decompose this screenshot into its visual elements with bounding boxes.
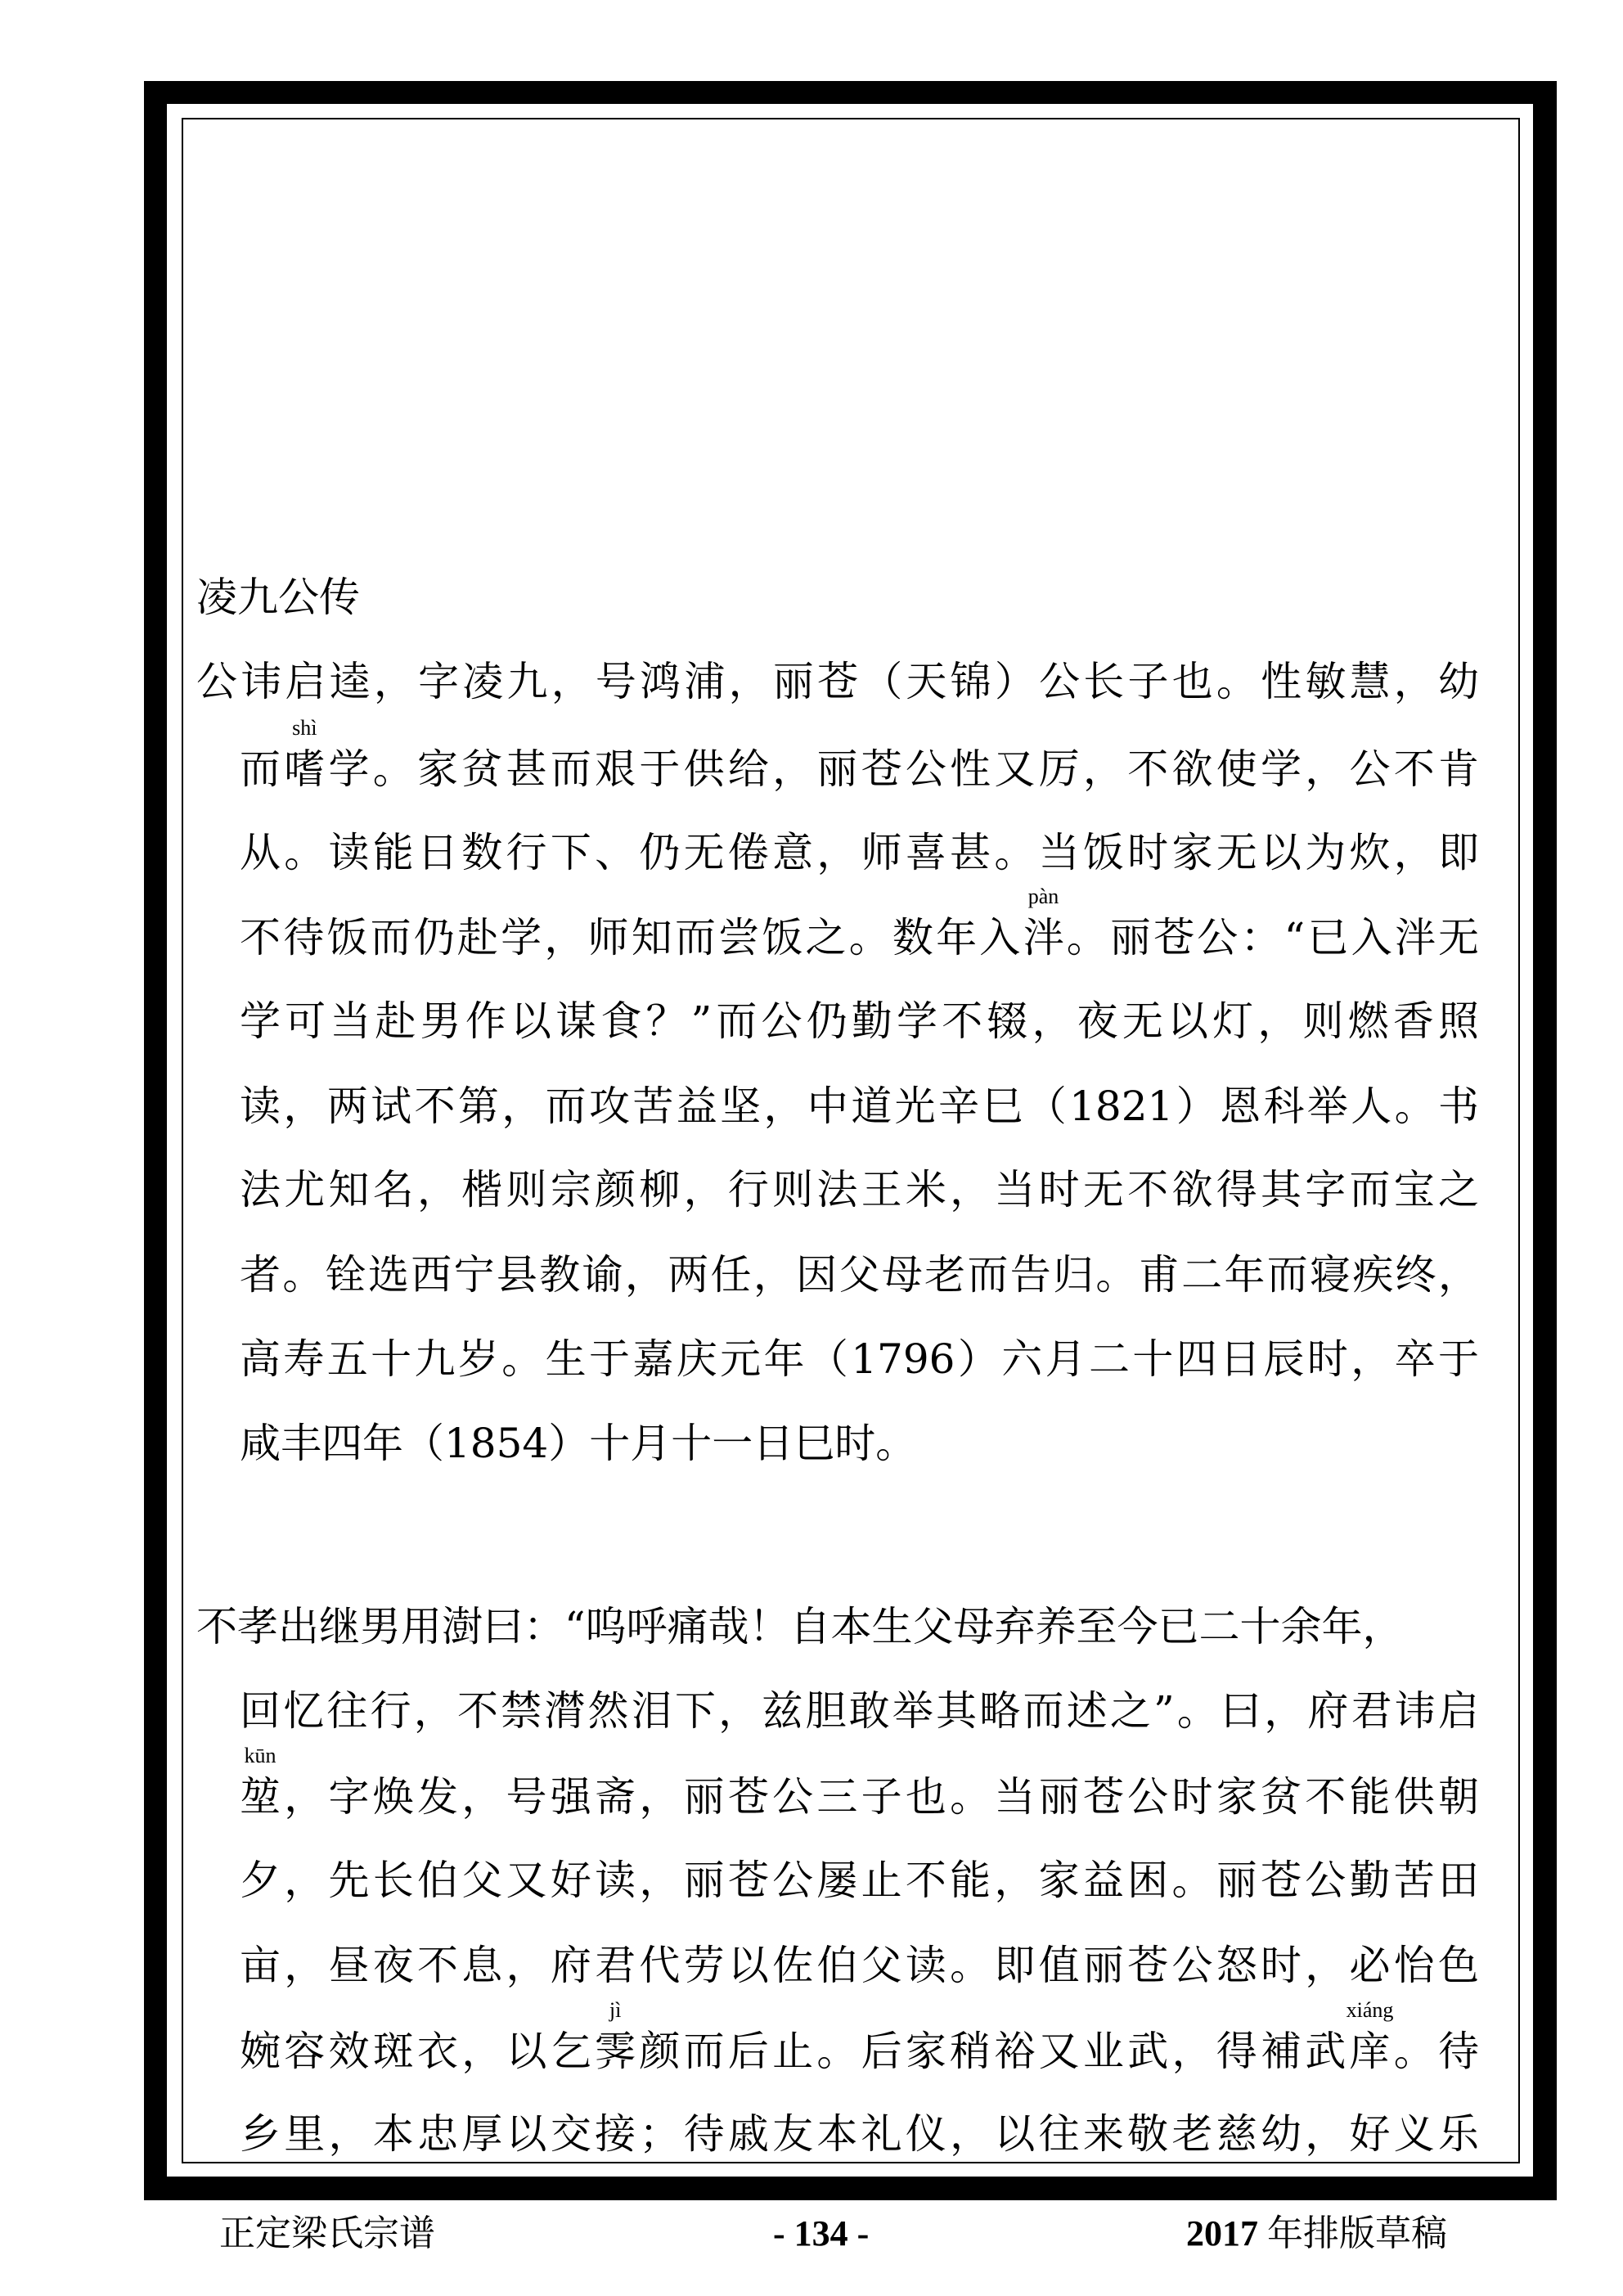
footer-book-title: 正定梁氏宗谱 bbox=[219, 2213, 435, 2253]
text-segment: 者。铨选西宁县教谕，两任，因父母老而告归。甫二年而寝疾终， bbox=[240, 1251, 1479, 1299]
text-segment: 颜而后止。后家稍裕又业武，得補武 bbox=[636, 2028, 1350, 2075]
footer-page-number: - 134 - bbox=[773, 2213, 870, 2253]
text-segment: ，字焕发，号强斋，丽苍公三子也。当丽苍公时家贫不能供朝 bbox=[281, 1773, 1479, 1821]
text-line bbox=[240, 1744, 1479, 1821]
page-footer bbox=[0, 2209, 1623, 2258]
annotated-char: 泮 bbox=[1023, 914, 1064, 961]
section-title: 凌九公传 bbox=[196, 574, 360, 621]
text-segment: 乡里，本忠厚以交接；待戚友本礼仪，以往来敬老慈幼，好义乐 bbox=[240, 2110, 1479, 2158]
text-segment: 夕，先长伯父又好读，丽苍公屡止不能，家益困。丽苍公勤苦田 bbox=[240, 1857, 1479, 1904]
annotated-char: 霁 bbox=[595, 2028, 636, 2075]
text-line bbox=[240, 1250, 1479, 1299]
pinyin-annotation: jì bbox=[609, 1998, 622, 2022]
text-line bbox=[240, 828, 1479, 877]
annotated-char: 庠 bbox=[1349, 2028, 1391, 2075]
annotated-character bbox=[1346, 1998, 1394, 2076]
text-segment: 而 bbox=[240, 745, 285, 793]
text-line bbox=[240, 1998, 1480, 2076]
annotated-character bbox=[1023, 885, 1064, 962]
text-segment: 读，两试不第，而攻苦益坚，中道光辛巳（1821）恩科举人。书 bbox=[240, 1083, 1479, 1130]
text-line bbox=[240, 1335, 1479, 1384]
text-segment: 法尤知名，楷则宗颜柳，行则法王米，当时无不欲得其字而宝之 bbox=[240, 1166, 1479, 1213]
text-line bbox=[240, 716, 1480, 794]
text-segment: 公讳启逵，字凌九，号鸿浦，丽苍（天锦）公长子也。性敏慧，幼 bbox=[196, 658, 1479, 705]
pinyin-annotation: xiáng bbox=[1346, 1998, 1394, 2022]
text-segment: 不孝出继男用澍曰：“呜呼痛哉！自本生父母弃养至今已二十余年， bbox=[196, 1603, 1404, 1650]
text-segment: 从。读能日数行下、仍无倦意，师喜甚。当饭时家无以为炊，即 bbox=[240, 829, 1479, 876]
text-segment: 咸丰四年（1854）十月十一日巳时。 bbox=[240, 1420, 917, 1467]
text-line bbox=[240, 1941, 1479, 1990]
text-segment: 回忆往行，不禁潸然泪下，兹胆敢举其略而述之”。曰，府君讳启 bbox=[240, 1687, 1479, 1735]
footer-draft-label: 年排版草稿 bbox=[1258, 2213, 1447, 2253]
pinyin-annotation: kūn bbox=[244, 1744, 276, 1767]
annotated-char: 堃 bbox=[240, 1773, 281, 1821]
annotated-character bbox=[595, 1998, 636, 2076]
text-segment: 高寿五十九岁。生于嘉庆元年（1796）六月二十四日辰时，卒于 bbox=[240, 1335, 1479, 1383]
annotated-char: 嗜 bbox=[284, 745, 326, 793]
text-segment: 学。家贫甚而艰于供给，丽苍公性又厉，不欲使学，公不肯 bbox=[325, 745, 1480, 793]
text-line bbox=[240, 885, 1480, 962]
text-line bbox=[196, 1602, 1404, 1651]
text-segment: 亩，昼夜不息，府君代劳以佐伯父读。即值丽苍公怒时，必怡色 bbox=[240, 1942, 1479, 1989]
text-line bbox=[240, 2109, 1479, 2159]
text-line bbox=[240, 1165, 1479, 1214]
footer-draft-note bbox=[1186, 2209, 1447, 2258]
text-line bbox=[240, 997, 1479, 1046]
pinyin-annotation: pàn bbox=[1027, 885, 1059, 908]
text-segment: 。丽苍公：“已入泮无 bbox=[1063, 914, 1480, 961]
text-line bbox=[196, 657, 1479, 706]
annotated-character bbox=[240, 1744, 281, 1821]
footer-year: 2017 bbox=[1186, 2213, 1258, 2253]
text-segment: 学可当赴男作以谋食？”而公仍勤学不辍，夜无以灯，则燃香照 bbox=[240, 997, 1479, 1045]
text-segment: 婉容效斑衣，以乞 bbox=[240, 2028, 596, 2075]
text-line bbox=[240, 1856, 1479, 1905]
text-segment: 。待 bbox=[1390, 2028, 1480, 2075]
annotated-character bbox=[284, 716, 326, 794]
pinyin-annotation: shì bbox=[292, 716, 317, 740]
text-line bbox=[240, 1082, 1479, 1131]
text-segment: 不待饭而仍赴学，师知而尝饭之。数年入 bbox=[240, 914, 1023, 961]
text-line bbox=[240, 1419, 916, 1468]
text-line bbox=[240, 1686, 1479, 1736]
